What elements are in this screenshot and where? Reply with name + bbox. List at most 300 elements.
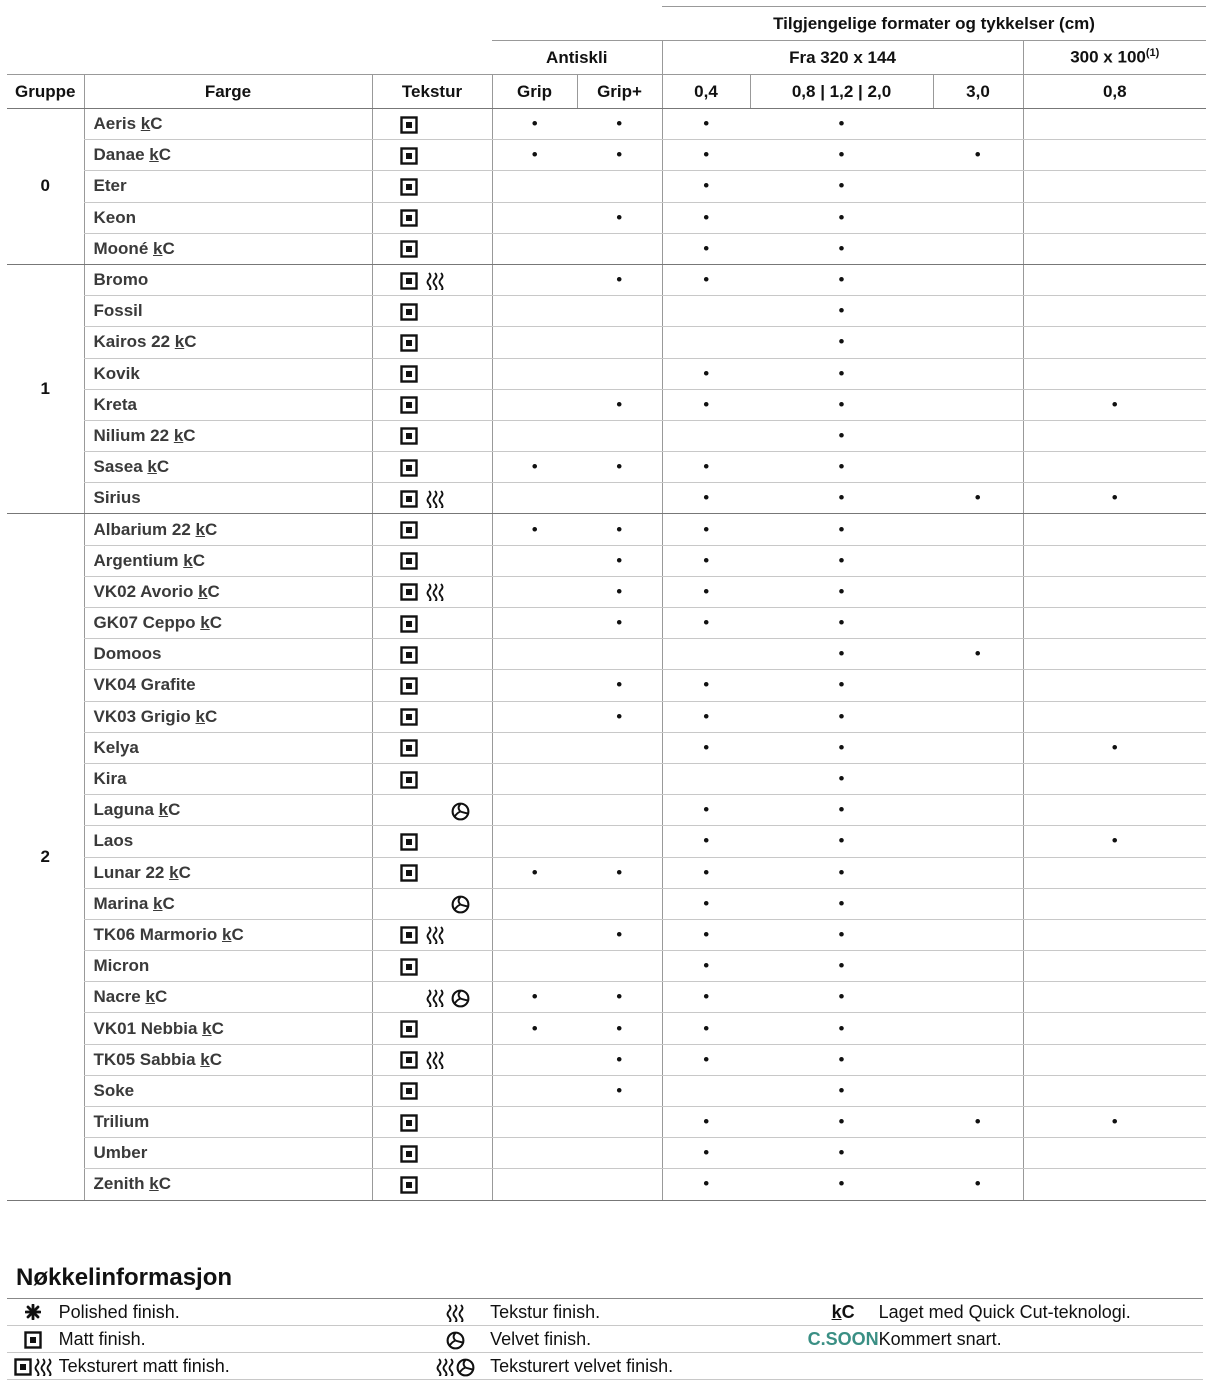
matt-icon <box>399 521 419 539</box>
color-name: Aeris kC <box>84 109 372 140</box>
texture-cell <box>372 233 492 264</box>
availability-cell <box>492 1169 577 1200</box>
availability-cell: • <box>1023 826 1206 857</box>
availability-cell <box>492 951 577 982</box>
availability-cell <box>933 919 1023 950</box>
availability-cell <box>933 701 1023 732</box>
availability-cell <box>492 264 577 295</box>
legend-kc: Laget med Quick Cut-teknologi. <box>879 1299 1203 1326</box>
availability-cell <box>577 296 662 327</box>
availability-cell: • <box>933 1107 1023 1138</box>
availability-cell <box>1023 576 1206 607</box>
availability-cell <box>933 264 1023 295</box>
availability-cell: • <box>750 795 933 826</box>
availability-cell: • <box>750 639 933 670</box>
legend-tekstur: Tekstur finish. <box>490 1299 807 1326</box>
color-name: Argentium kC <box>84 545 372 576</box>
thick30-col-header: 3,0 <box>933 75 1023 109</box>
availability-cell: • <box>933 483 1023 514</box>
texture-cell <box>372 545 492 576</box>
availability-cell: • <box>750 919 933 950</box>
matt-icon <box>399 677 419 695</box>
availability-cell <box>662 639 750 670</box>
availability-cell <box>492 639 577 670</box>
texture-cell <box>372 327 492 358</box>
availability-cell: • <box>662 1107 750 1138</box>
availability-cell <box>1023 795 1206 826</box>
texture-cell <box>372 483 492 514</box>
availability-cell: • <box>750 140 933 171</box>
availability-cell: • <box>662 1138 750 1169</box>
availability-cell <box>1023 171 1206 202</box>
availability-cell <box>577 888 662 919</box>
matt-icon <box>399 1145 419 1163</box>
availability-cell <box>1023 701 1206 732</box>
availability-cell <box>492 171 577 202</box>
availability-cell: • <box>662 608 750 639</box>
availability-cell: • <box>577 514 662 545</box>
tekstur-icon <box>425 926 445 944</box>
availability-cell: • <box>577 389 662 420</box>
availability-cell: • <box>577 670 662 701</box>
availability-cell <box>1023 327 1206 358</box>
availability-cell: • <box>662 888 750 919</box>
availability-cell <box>492 420 577 451</box>
color-name: Kovik <box>84 358 372 389</box>
color-name: Nilium 22 kC <box>84 420 372 451</box>
availability-cell: • <box>662 670 750 701</box>
table-row <box>7 1075 1206 1106</box>
availability-cell: • <box>662 919 750 950</box>
availability-cell: • <box>750 576 933 607</box>
availability-cell: • <box>662 982 750 1013</box>
availability-cell: • <box>492 514 577 545</box>
tekstur-icon <box>425 583 445 601</box>
availability-cell <box>1023 670 1206 701</box>
availability-cell <box>492 296 577 327</box>
color-name: Mooné kC <box>84 233 372 264</box>
table-row <box>7 140 1206 171</box>
availability-cell <box>1023 608 1206 639</box>
availability-cell <box>492 389 577 420</box>
availability-cell: • <box>662 483 750 514</box>
color-name: Laos <box>84 826 372 857</box>
textured-velvet-icon <box>421 1353 490 1380</box>
availability-cell: • <box>662 264 750 295</box>
table-row <box>7 327 1206 358</box>
availability-cell: • <box>662 545 750 576</box>
table-row <box>7 233 1206 264</box>
availability-cell: • <box>662 171 750 202</box>
availability-cell <box>577 732 662 763</box>
velvet-icon <box>451 989 471 1007</box>
table-row <box>7 951 1206 982</box>
availability-cell: • <box>750 1044 933 1075</box>
availability-cell: • <box>750 514 933 545</box>
availability-cell <box>492 608 577 639</box>
availability-cell <box>933 732 1023 763</box>
matt-icon <box>399 646 419 664</box>
availability-cell <box>933 296 1023 327</box>
color-name: VK04 Grafite <box>84 670 372 701</box>
availability-cell: • <box>750 327 933 358</box>
table-row <box>7 982 1206 1013</box>
availability-cell <box>492 576 577 607</box>
color-name: Danae kC <box>84 140 372 171</box>
availability-cell <box>1023 1013 1206 1044</box>
color-name: TK06 Marmorio kC <box>84 919 372 950</box>
availability-cell: • <box>492 140 577 171</box>
table-row <box>7 919 1206 950</box>
availability-cell <box>662 1075 750 1106</box>
availability-cell: • <box>750 483 933 514</box>
availability-cell <box>492 701 577 732</box>
availability-cell <box>492 1075 577 1106</box>
availability-cell <box>577 1169 662 1200</box>
availability-cell <box>577 327 662 358</box>
legend-textured-velvet: Teksturert velvet finish. <box>490 1353 807 1380</box>
availability-cell: • <box>577 701 662 732</box>
color-name: Eter <box>84 171 372 202</box>
availability-cell <box>1023 452 1206 483</box>
availability-cell <box>1023 1075 1206 1106</box>
matt-icon <box>399 708 419 726</box>
table-row <box>7 639 1206 670</box>
table-row <box>7 171 1206 202</box>
matt-icon <box>399 864 419 882</box>
availability-cell <box>933 857 1023 888</box>
matt-icon <box>399 615 419 633</box>
table-row <box>7 202 1206 233</box>
grip-col-header: Grip <box>492 75 577 109</box>
availability-cell <box>662 327 750 358</box>
matt-icon <box>399 396 419 414</box>
color-name: Nacre kC <box>84 982 372 1013</box>
availability-cell <box>492 483 577 514</box>
availability-cell: • <box>577 857 662 888</box>
matt-icon <box>399 459 419 477</box>
table-row <box>7 109 1206 140</box>
texture-cell <box>372 202 492 233</box>
legend-matt: Matt finish. <box>59 1326 421 1353</box>
availability-cell <box>1023 857 1206 888</box>
availability-cell: • <box>750 1013 933 1044</box>
availability-cell: • <box>662 202 750 233</box>
color-name: Kelya <box>84 732 372 763</box>
gripplus-col-header: Grip+ <box>577 75 662 109</box>
texture-cell <box>372 951 492 982</box>
availability-cell <box>933 951 1023 982</box>
texture-col-header: Tekstur <box>372 75 492 109</box>
table-row <box>7 452 1206 483</box>
table-row <box>7 358 1206 389</box>
availability-cell: • <box>750 826 933 857</box>
color-name: GK07 Ceppo kC <box>84 608 372 639</box>
availability-cell: • <box>750 1107 933 1138</box>
availability-cell <box>662 420 750 451</box>
color-name: Umber <box>84 1138 372 1169</box>
availability-cell <box>1023 140 1206 171</box>
legend <box>7 1298 1203 1380</box>
availability-cell: • <box>750 264 933 295</box>
availability-cell: • <box>492 982 577 1013</box>
availability-cell: • <box>1023 1107 1206 1138</box>
availability-cell <box>492 888 577 919</box>
availability-cell: • <box>662 358 750 389</box>
texture-cell <box>372 795 492 826</box>
availability-cell <box>1023 514 1206 545</box>
availability-cell: • <box>750 171 933 202</box>
availability-cell: • <box>750 109 933 140</box>
thick04-col-header: 0,4 <box>662 75 750 109</box>
availability-cell: • <box>577 545 662 576</box>
matt-icon <box>399 926 419 944</box>
texture-cell <box>372 608 492 639</box>
availability-cell <box>933 545 1023 576</box>
availability-cell <box>933 514 1023 545</box>
availability-cell: • <box>750 670 933 701</box>
availability-cell <box>492 1138 577 1169</box>
texture-cell <box>372 1107 492 1138</box>
table-row <box>7 514 1206 545</box>
legend-textured-matt: Teksturert matt finish. <box>59 1353 421 1380</box>
legend-title: Nøkkelinformasjon <box>16 1264 233 1291</box>
availability-cell <box>933 888 1023 919</box>
velvet-icon <box>451 802 471 820</box>
texture-cell <box>372 763 492 794</box>
matt-icon <box>399 739 419 757</box>
availability-cell <box>492 1044 577 1075</box>
color-name: VK03 Grigio kC <box>84 701 372 732</box>
availability-cell <box>933 1138 1023 1169</box>
availability-cell <box>577 233 662 264</box>
matt-icon <box>399 771 419 789</box>
availability-cell: • <box>662 389 750 420</box>
availability-cell: • <box>750 1075 933 1106</box>
color-name: VK02 Avorio kC <box>84 576 372 607</box>
availability-cell: • <box>492 857 577 888</box>
availability-cell <box>1023 202 1206 233</box>
color-name: VK01 Nebbia kC <box>84 1013 372 1044</box>
availability-cell <box>1023 545 1206 576</box>
availability-cell <box>577 795 662 826</box>
availability-cell <box>492 670 577 701</box>
matt-icon <box>399 116 419 134</box>
availability-cell: • <box>933 639 1023 670</box>
availability-cell: • <box>750 732 933 763</box>
availability-cell <box>577 171 662 202</box>
texture-cell <box>372 982 492 1013</box>
matt-icon <box>399 1082 419 1100</box>
availability-cell <box>933 420 1023 451</box>
availability-cell <box>492 826 577 857</box>
polished-icon <box>7 1299 59 1326</box>
table-row <box>7 576 1206 607</box>
availability-cell <box>933 982 1023 1013</box>
availability-cell <box>933 327 1023 358</box>
availability-cell: • <box>750 358 933 389</box>
kc-symbol: kC <box>808 1299 879 1326</box>
table-row <box>7 545 1206 576</box>
availability-cell: • <box>577 1075 662 1106</box>
texture-cell <box>372 140 492 171</box>
availability-cell <box>1023 982 1206 1013</box>
matt-icon <box>399 240 419 258</box>
availability-cell <box>492 545 577 576</box>
color-name: Kairos 22 kC <box>84 327 372 358</box>
matt-icon <box>399 147 419 165</box>
color-name: Fossil <box>84 296 372 327</box>
availability-cell: • <box>933 140 1023 171</box>
availability-cell: • <box>662 452 750 483</box>
availability-cell: • <box>662 576 750 607</box>
table-row <box>7 888 1206 919</box>
availability-cell <box>933 795 1023 826</box>
availability-cell: • <box>1023 389 1206 420</box>
availability-cell <box>577 1138 662 1169</box>
texture-cell <box>372 576 492 607</box>
availability-cell: • <box>577 982 662 1013</box>
availability-cell: • <box>750 545 933 576</box>
matt-icon <box>399 552 419 570</box>
color-name: Keon <box>84 202 372 233</box>
table-row <box>7 296 1206 327</box>
tekstur-icon <box>425 272 445 290</box>
availability-cell: • <box>577 1013 662 1044</box>
tekstur-icon <box>421 1299 490 1326</box>
availability-cell: • <box>750 857 933 888</box>
availability-cell <box>1023 919 1206 950</box>
texture-cell <box>372 1075 492 1106</box>
velvet-icon <box>421 1326 490 1353</box>
availability-cell <box>492 763 577 794</box>
availability-cell: • <box>662 109 750 140</box>
tekstur-icon <box>425 989 445 1007</box>
availability-cell <box>492 795 577 826</box>
velvet-icon <box>451 895 471 913</box>
matt-icon <box>399 958 419 976</box>
texture-cell <box>372 296 492 327</box>
availability-cell: • <box>577 109 662 140</box>
availability-cell: • <box>662 233 750 264</box>
availability-cell <box>577 1107 662 1138</box>
availability-cell: • <box>1023 483 1206 514</box>
color-name: Trilium <box>84 1107 372 1138</box>
availability-cell: • <box>492 109 577 140</box>
availability-cell: • <box>750 202 933 233</box>
group-label: 1 <box>7 264 84 514</box>
table-row <box>7 483 1206 514</box>
availability-cell: • <box>577 264 662 295</box>
availability-cell: • <box>750 1169 933 1200</box>
matt-icon <box>399 427 419 445</box>
availability-cell: • <box>577 140 662 171</box>
availability-cell: • <box>1023 732 1206 763</box>
color-name: Kira <box>84 763 372 794</box>
availability-cell <box>492 1107 577 1138</box>
availability-cell: • <box>662 701 750 732</box>
availability-cell <box>1023 420 1206 451</box>
table-row <box>7 670 1206 701</box>
availability-cell: • <box>662 951 750 982</box>
texture-cell <box>372 452 492 483</box>
availability-cell: • <box>662 1013 750 1044</box>
color-name: Soke <box>84 1075 372 1106</box>
availability-cell <box>933 1075 1023 1106</box>
availability-cell <box>933 670 1023 701</box>
availability-cell: • <box>577 1044 662 1075</box>
availability-cell <box>933 389 1023 420</box>
availability-cell <box>662 763 750 794</box>
availability-cell: • <box>577 576 662 607</box>
texture-cell <box>372 389 492 420</box>
matt-icon <box>399 303 419 321</box>
product-table <box>7 6 1206 1201</box>
matt-icon <box>399 1051 419 1069</box>
color-name: Marina kC <box>84 888 372 919</box>
f300-08-col-header: 0,8 <box>1023 75 1206 109</box>
availability-cell: • <box>750 951 933 982</box>
availability-cell: • <box>492 1013 577 1044</box>
availability-cell: • <box>750 888 933 919</box>
availability-cell: • <box>577 202 662 233</box>
table-row <box>7 701 1206 732</box>
texture-cell <box>372 109 492 140</box>
texture-cell <box>372 514 492 545</box>
antiskli-header: Antiskli <box>492 41 662 75</box>
legend-csoon: Kommert snart. <box>879 1326 1203 1353</box>
availability-cell <box>933 358 1023 389</box>
matt-icon <box>399 583 419 601</box>
texture-cell <box>372 888 492 919</box>
availability-cell <box>492 202 577 233</box>
matt-icon <box>399 365 419 383</box>
table-row <box>7 826 1206 857</box>
matt-icon <box>399 272 419 290</box>
texture-cell <box>372 670 492 701</box>
table-row <box>7 763 1206 794</box>
color-name: Sirius <box>84 483 372 514</box>
color-name: TK05 Sabbia kC <box>84 1044 372 1075</box>
availability-cell <box>933 576 1023 607</box>
availability-cell <box>1023 1044 1206 1075</box>
table-row <box>7 1138 1206 1169</box>
availability-cell: • <box>662 732 750 763</box>
availability-cell: • <box>577 452 662 483</box>
availability-cell <box>933 202 1023 233</box>
availability-cell <box>1023 951 1206 982</box>
availability-cell <box>1023 1169 1206 1200</box>
color-name: Zenith kC <box>84 1169 372 1200</box>
matt-icon <box>399 209 419 227</box>
matt-icon <box>399 334 419 352</box>
color-name: Albarium 22 kC <box>84 514 372 545</box>
availability-cell: • <box>750 296 933 327</box>
availability-cell: • <box>750 1138 933 1169</box>
texture-cell <box>372 1169 492 1200</box>
availability-cell: • <box>750 389 933 420</box>
availability-cell <box>577 358 662 389</box>
availability-cell <box>1023 109 1206 140</box>
availability-cell <box>933 1013 1023 1044</box>
availability-cell: • <box>662 1169 750 1200</box>
availability-cell: • <box>662 514 750 545</box>
availability-cell <box>1023 639 1206 670</box>
availability-cell: • <box>750 452 933 483</box>
availability-cell: • <box>662 795 750 826</box>
table-row <box>7 264 1206 295</box>
textured-matt-icon <box>7 1353 59 1380</box>
